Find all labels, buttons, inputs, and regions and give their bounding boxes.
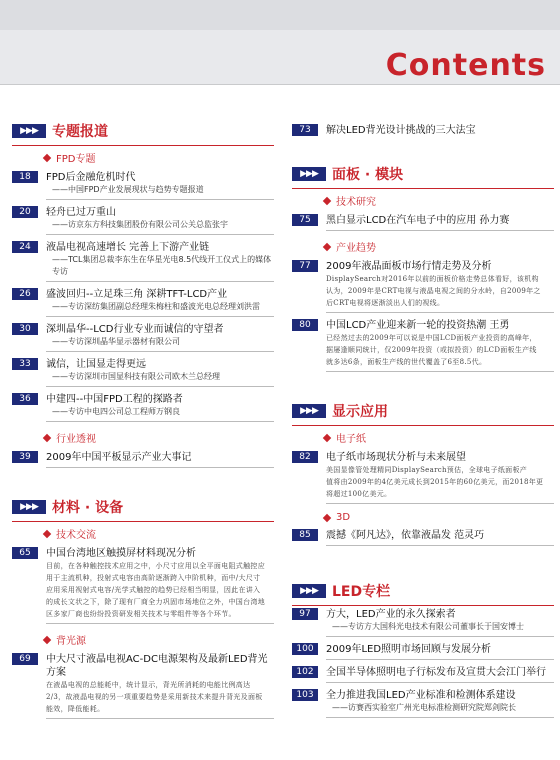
triple-arrow-icon: ▶▶▶ [12, 124, 46, 138]
subsection-label [324, 430, 554, 445]
page-number-badge: 30 [12, 323, 38, 335]
page-number-badge: 82 [292, 451, 318, 463]
page-number-badge: 77 [292, 260, 318, 272]
entry-divider [46, 467, 274, 468]
entry-divider [326, 636, 554, 637]
subsection-text: 行业透视 [56, 434, 96, 445]
section-title: 专题报道 [52, 124, 108, 140]
toc-entry-row [12, 393, 274, 406]
toc-entry[interactable] [292, 643, 554, 660]
page-number-badge: 33 [12, 358, 38, 370]
page-title: Contents [385, 48, 546, 83]
section-title: 材料 · 设备 [52, 500, 124, 516]
toc-entry[interactable] [12, 288, 274, 317]
entry-title[interactable]: 2009年液晶面板市场行情走势及分析 [326, 261, 492, 272]
entry-title[interactable]: 全力推进我国LED产业标准和检测体系建设 [326, 690, 516, 701]
toc-entry-row [12, 323, 274, 336]
subsection-text: 技术交流 [56, 530, 96, 541]
diamond-bullet-icon [323, 513, 331, 521]
entry-divider [46, 234, 274, 235]
subsection-text: 技术研究 [336, 197, 376, 208]
section-rule [292, 188, 554, 189]
right-column [292, 124, 554, 718]
entry-title[interactable]: 电子纸市场现状分析与未来展望 [326, 452, 466, 463]
diamond-bullet-icon [323, 433, 331, 441]
page-number-badge: 69 [12, 653, 38, 665]
section-title: LED专栏 [332, 584, 391, 600]
section-header [292, 580, 554, 602]
entry-divider [326, 682, 554, 683]
diamond-bullet-icon [43, 153, 51, 161]
entry-title[interactable]: 中大尺寸液晶电视AC-DC电源架构及最新LED背光方案 [46, 654, 268, 678]
entry-title[interactable]: 盛波回归--立足珠三角 深耕TFT-LCD产业 [46, 289, 228, 300]
entry-description: 区多家厂商也纷纷投资研发相关技术与零组件等各个环节。 [46, 610, 236, 618]
toc-section [12, 496, 274, 719]
triple-arrow-icon: ▶▶▶ [292, 584, 326, 598]
section-rule [292, 425, 554, 426]
entry-description: 据屡逢顺同统计，仅2009年投资（或拟投资）的LCD面板生产线 [326, 346, 537, 354]
toc-entry[interactable] [292, 529, 554, 546]
entry-description: 已经然过去的2009年可以说是中国LCD面板产业投资的高峰年， [326, 334, 537, 342]
entry-title[interactable]: 2009年LED照明市场回顾与发展分析 [326, 644, 492, 655]
page-number-badge: 73 [292, 124, 318, 136]
entry-description: 后CRT电视将逐渐淡出人们的视线。 [326, 299, 445, 307]
entry-description: 就多达6条，面板生产线的世代覆盖了6至8.5代。 [326, 358, 487, 366]
toc-entry[interactable] [12, 393, 274, 422]
section-header [292, 400, 554, 422]
toc-entry[interactable] [292, 260, 554, 313]
left-column [12, 120, 274, 719]
toc-entry-row [292, 643, 554, 656]
toc-entry[interactable] [12, 358, 274, 387]
subsection-text: 产业趋势 [336, 243, 376, 254]
entry-description: 目前，在各种触控技术应用之中，小尺寸应用以全平面电阻式触控应 [46, 562, 265, 570]
entry-subtitle: ——访京东方科技集团股份有限公司公关总监张宇 [52, 220, 228, 229]
subsection-text: 背光源 [56, 636, 86, 647]
toc-entry-row [292, 260, 554, 273]
toc-section [12, 120, 274, 468]
entry-subtitle: ——专访深圳晶华显示器材有限公司 [52, 337, 180, 346]
section-title: 面板 · 模块 [332, 167, 404, 183]
entry-subtitle: ——访赛西实验室广州光电标准检测研究院郑剑院长 [332, 703, 516, 712]
triple-arrow-icon: ▶▶▶ [292, 404, 326, 418]
toc-section [292, 163, 554, 372]
entry-description: 用于主流机种，投射式电容由高阶逐渐跨入中阶机种，而中/大尺寸 [46, 574, 261, 582]
subsection-text: FPD专题 [56, 154, 96, 165]
toc-entry-row [12, 547, 274, 560]
toc-entry[interactable] [292, 214, 554, 231]
entry-divider [46, 623, 274, 624]
page-number-badge: 102 [292, 666, 318, 678]
entry-title[interactable]: 解决LED背光设计挑战的三大法宝 [326, 125, 476, 136]
subsection-text: 3D [336, 512, 351, 523]
entry-subtitle: ——专访深圳市国显科技有限公司欧木兰总经理 [52, 372, 220, 381]
toc-entry-row [292, 319, 554, 332]
entry-divider [326, 659, 554, 660]
page-number-badge: 18 [12, 171, 38, 183]
toc-entry-row [292, 689, 554, 702]
entry-divider [326, 312, 554, 313]
subsection-text: 电子纸 [336, 434, 366, 445]
triple-arrow-icon: ▶▶▶ [292, 167, 326, 181]
subsection-label [44, 526, 274, 541]
entry-divider [326, 717, 554, 718]
toc-entry[interactable] [292, 608, 554, 637]
section-rule [292, 605, 554, 606]
page-number-badge: 103 [292, 689, 318, 701]
entry-divider [326, 371, 554, 372]
entry-subtitle: ——中国FPD产业发展现状与趋势专题报道 [52, 185, 204, 194]
toc-entry[interactable] [12, 206, 274, 235]
section-header [292, 163, 554, 185]
toc-entry[interactable] [12, 547, 274, 624]
entry-description: 在液晶电视的总能耗中，统计显示，背光所消耗的电能比例高达 [46, 681, 251, 689]
entry-divider [46, 718, 274, 719]
entry-title[interactable]: 震撼《阿凡达》，依靠液晶发 范灵巧 [326, 530, 485, 541]
entry-title[interactable]: 黑白显示LCD在汽车电子中的应用 孙力赛 [326, 215, 510, 226]
toc-entry-row [292, 529, 554, 542]
entry-title[interactable]: FPD后金融危机时代 [46, 172, 136, 183]
entry-divider [326, 503, 554, 504]
toc-entry-row [12, 288, 274, 301]
toc-entry[interactable] [292, 666, 554, 683]
entry-title[interactable]: 全国半导体照明电子行标发布及宣贯大会江门举行 [326, 667, 546, 678]
entry-description: 将超过100亿美元。 [326, 490, 392, 498]
section-rule [12, 145, 274, 146]
toc-entry-row [292, 214, 554, 227]
toc-entry-row [12, 358, 274, 371]
entry-description: 的成长文状之下，除了现有厂商全力巩固市场地位之外，中国台湾地 [46, 598, 265, 606]
subsection-label [324, 239, 554, 254]
entry-subtitle: ——专访中电四公司总工程师万钢良 [52, 407, 180, 416]
toc-section [292, 580, 554, 718]
page-number-badge: 85 [292, 529, 318, 541]
header-divider [0, 84, 560, 85]
toc-entry[interactable] [292, 689, 554, 718]
toc-entry[interactable] [12, 653, 274, 719]
toc-section [292, 400, 554, 546]
entry-title[interactable]: 诚信，让国显走得更远 [46, 359, 146, 370]
entry-divider [46, 351, 274, 352]
diamond-bullet-icon [43, 635, 51, 643]
diamond-bullet-icon [323, 242, 331, 250]
entry-subtitle: ——专访方大国科光电技术有限公司董事长于国安博士 [332, 622, 524, 631]
page-number-badge: 65 [12, 547, 38, 559]
section-title: 显示应用 [332, 404, 388, 420]
entry-title[interactable]: 2009年中国平板显示产业大事记 [46, 452, 192, 463]
entry-divider [46, 386, 274, 387]
page-number-badge: 24 [12, 241, 38, 253]
page-number-badge: 75 [292, 214, 318, 226]
entry-divider [46, 421, 274, 422]
section-header [12, 496, 274, 518]
toc-entry[interactable] [12, 323, 274, 352]
subsection-label [44, 430, 274, 445]
page-number-badge: 80 [292, 319, 318, 331]
toc-entry[interactable] [12, 451, 274, 468]
entry-title[interactable]: 中建四--中国FPD工程的探路者 [46, 394, 183, 405]
entry-subtitle: ——TCL集团总裁李东生在华星光电8.5代线开工仪式上的媒体专访 [52, 255, 272, 276]
toc-entry[interactable] [292, 451, 554, 504]
entry-divider [46, 199, 274, 200]
page-number-badge: 20 [12, 206, 38, 218]
toc-entry[interactable] [292, 319, 554, 372]
toc-entry-row [292, 608, 554, 621]
entry-description: 应用采用视射式电容/光学式触控的趋势已经相当明显，因此在讲入 [46, 586, 261, 594]
entry-title[interactable]: 轻舟已过万重山 [46, 207, 116, 218]
diamond-bullet-icon [323, 196, 331, 204]
entry-description: DisplaySearch对2016年以前的面板价格走势总体看好，该机构 [326, 275, 539, 283]
toc-entry-row [292, 666, 554, 679]
subsection-label [324, 512, 554, 523]
toc-entry-row [12, 206, 274, 219]
toc-entry[interactable] [12, 171, 274, 200]
toc-entry[interactable] [292, 124, 554, 137]
section-header [12, 120, 274, 142]
subsection-label [44, 150, 274, 165]
toc-entry-row [292, 451, 554, 464]
entry-title[interactable]: 液晶电视高速增长 完善上下游产业链 [46, 242, 210, 253]
toc-entry-row [12, 653, 274, 679]
section-rule [12, 521, 274, 522]
entry-description: 美国显像管处理精同DisplaySearch预估，全球电子纸面板产 [326, 466, 528, 474]
entry-divider [46, 316, 274, 317]
entry-title[interactable]: 方大，LED产业的永久探索者 [326, 609, 456, 620]
toc-entry-row [12, 171, 274, 184]
subsection-label [44, 632, 274, 647]
entry-divider [46, 281, 274, 282]
toc-entry-row [292, 124, 554, 137]
entry-description: 2/3，故液晶电视的另一项重要趋势是采用新技术来提升背光及面板 [46, 693, 263, 701]
entry-divider [326, 545, 554, 546]
page-number-badge: 100 [292, 643, 318, 655]
page-number-badge: 97 [292, 608, 318, 620]
page-number-badge: 39 [12, 451, 38, 463]
entry-description: 能效，降低能耗。 [46, 705, 105, 713]
entry-title[interactable]: 中国台湾地区触摸屏材料现况分析 [46, 548, 196, 559]
page-number-badge: 36 [12, 393, 38, 405]
toc-entry-row [12, 241, 274, 254]
diamond-bullet-icon [43, 529, 51, 537]
subsection-label [324, 193, 554, 208]
entry-description: 值将由2009年的4亿美元成长到2015年的60亿美元，而2018年更 [326, 478, 544, 486]
entry-subtitle: ——专访深纺集团副总经理朱梅柱和盛波光电总经理刘洪雷 [52, 302, 260, 311]
entry-title[interactable]: 深圳晶华--LCD行业专业而诚信的守望者 [46, 324, 224, 335]
entry-divider [326, 230, 554, 231]
entry-title[interactable]: 中国LCD产业迎来新一轮的投资热潮 王勇 [326, 320, 510, 331]
page-number-badge: 26 [12, 288, 38, 300]
triple-arrow-icon: ▶▶▶ [12, 500, 46, 514]
toc-entry-row [12, 451, 274, 464]
diamond-bullet-icon [43, 433, 51, 441]
toc-entry[interactable] [12, 241, 274, 282]
entry-description: 认为，2009年是CRT电视与液晶电视之间的分水岭，自2009年之 [326, 287, 541, 295]
